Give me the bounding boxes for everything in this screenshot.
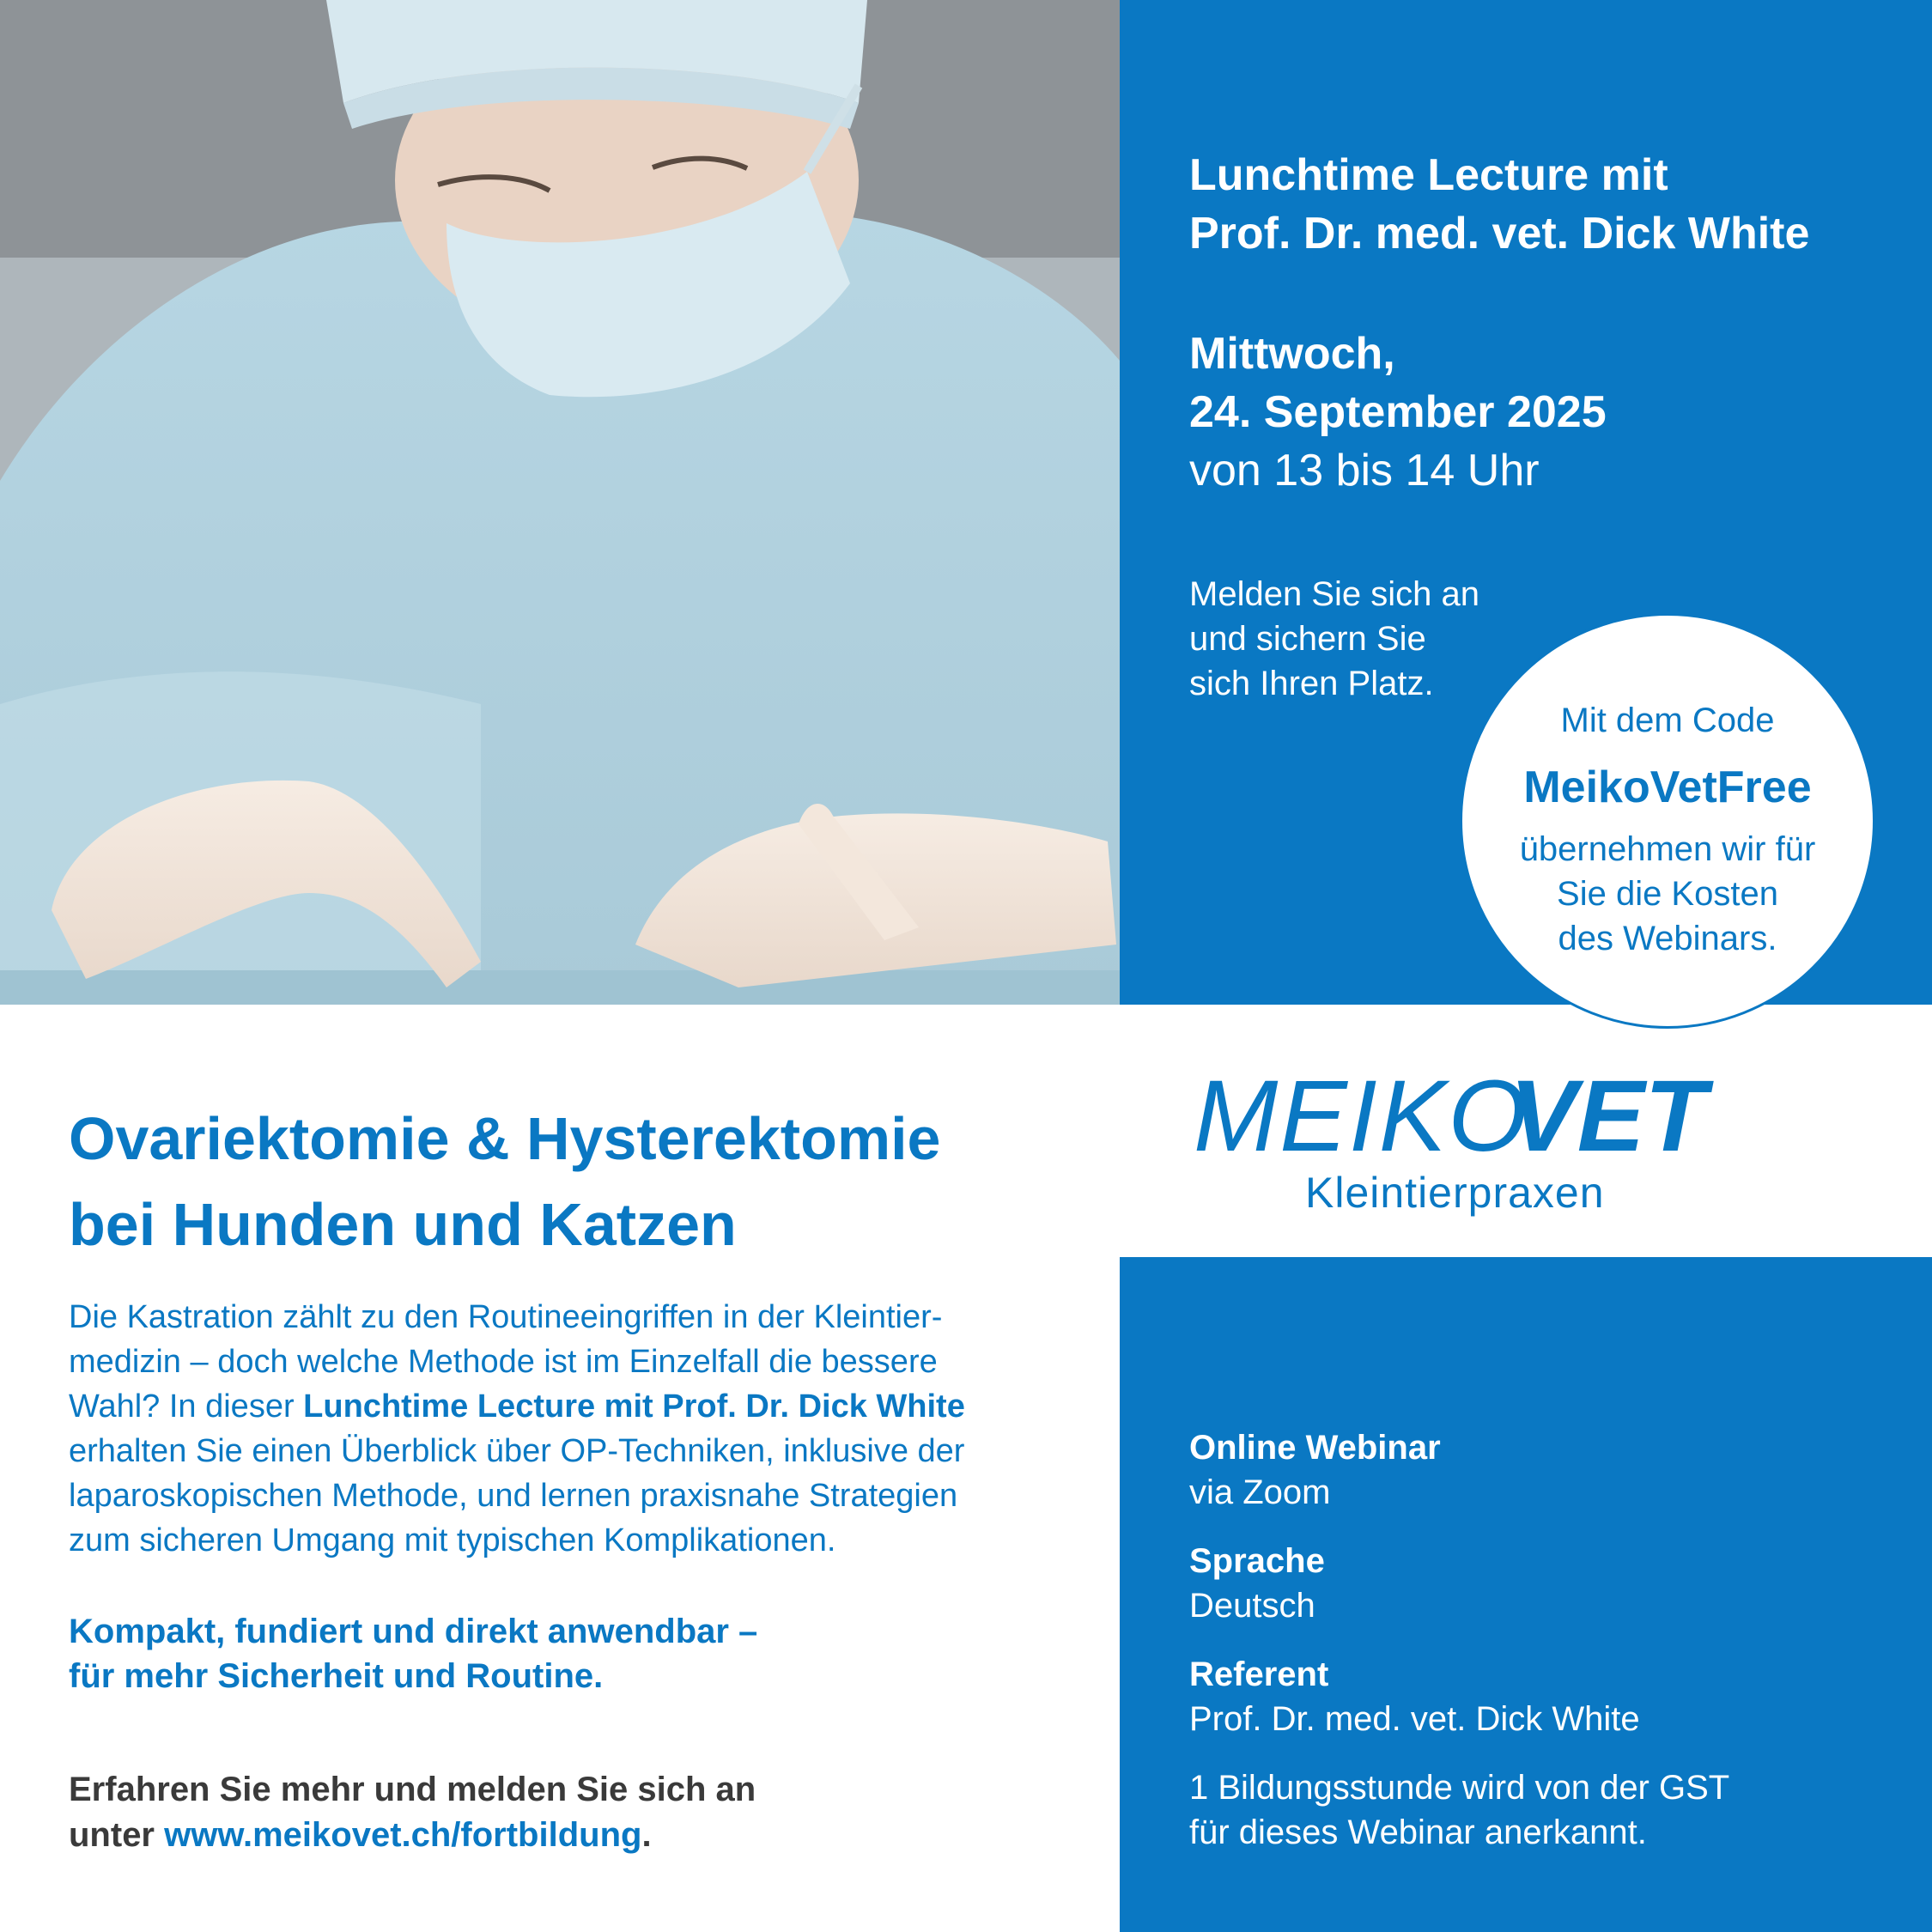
more-info: [69, 1767, 756, 1858]
language-label: Sprache: [1189, 1542, 1325, 1580]
body-line: [69, 1384, 1065, 1429]
headline: [69, 1096, 940, 1267]
event-weekday: Mittwoch,: [1189, 329, 1395, 379]
speaker-value: Prof. Dr. med. vet. Dick White: [1189, 1700, 1640, 1738]
format-label: Online Webinar: [1189, 1429, 1441, 1467]
more-info-line: Erfahren Sie mehr und melden Sie sich an: [69, 1771, 756, 1808]
credit-line: 1 Bildungsstunde wird von der GST: [1189, 1769, 1730, 1807]
detail-language: [1189, 1539, 1325, 1628]
register-text: [1189, 572, 1479, 706]
website-link[interactable]: www.meikovet.ch/fortbildung: [164, 1816, 642, 1854]
register-line: Melden Sie sich an: [1189, 575, 1479, 613]
tagline-line: Kompakt, fundiert und direkt anwendbar –: [69, 1613, 758, 1650]
event-date-value: 24. September 2025: [1189, 387, 1607, 437]
logo-subtitle: Kleintierpraxen: [1305, 1169, 1605, 1217]
promo-code-badge: [1460, 613, 1875, 1029]
event-time: von 13 bis 14 Uhr: [1189, 446, 1540, 495]
tagline: [69, 1609, 757, 1698]
tagline-line: für mehr Sicherheit und Routine.: [69, 1657, 604, 1695]
surgeon-photo: [0, 0, 1120, 1005]
meikovet-wordmark: [1185, 1065, 1760, 1176]
promo-outro: [1462, 827, 1873, 961]
register-line: sich Ihren Platz.: [1189, 665, 1434, 702]
promo-outro-line: Sie die Kosten: [1557, 875, 1778, 913]
more-info-prefix: unter: [69, 1816, 165, 1854]
promo-outro-line: des Webinars.: [1558, 920, 1777, 957]
detail-credits: [1189, 1765, 1729, 1855]
detail-format: [1189, 1425, 1441, 1515]
surgeon-illustration: [0, 0, 1120, 1005]
more-info-line: [69, 1813, 756, 1858]
detail-speaker: [1189, 1652, 1640, 1741]
logo-bold-text: VET: [1510, 1065, 1707, 1173]
body-line: medizin – doch welche Methode ist im Einzelfall die bessere: [69, 1344, 938, 1380]
body-text: [69, 1295, 1065, 1563]
body-line: erhalten Sie einen Überblick über OP-Techniken, inklusive der: [69, 1433, 965, 1469]
body-line: zum sicheren Umgang mit typischen Komplikationen.: [69, 1522, 836, 1558]
lecture-title: [1189, 146, 1809, 263]
body-line: laparoskopischen Methode, und lernen praxisnahe Strategien: [69, 1478, 958, 1514]
lecture-title-line2: Prof. Dr. med. vet. Dick White: [1189, 209, 1810, 258]
credit-line: für dieses Webinar anerkannt.: [1189, 1814, 1647, 1851]
speaker-label: Referent: [1189, 1656, 1329, 1693]
more-info-suffix: .: [641, 1816, 652, 1854]
promo-intro: Mit dem Code: [1560, 702, 1775, 739]
event-date: [1189, 325, 1607, 500]
promo-code: MeikoVetFree: [1523, 762, 1812, 812]
promo-outro-line: übernehmen wir für: [1519, 830, 1816, 868]
headline-line1: Ovariektomie & Hysterektomie: [69, 1105, 941, 1172]
logo-light-text: MEIKO: [1194, 1065, 1529, 1173]
body-line: Die Kastration zählt zu den Routineeingriffen in der Kleintier-: [69, 1299, 943, 1335]
format-value: via Zoom: [1189, 1473, 1331, 1511]
body-text-span: Wahl? In dieser: [69, 1388, 304, 1425]
headline-line2: bei Hunden und Katzen: [69, 1191, 737, 1258]
register-line: und sichern Sie: [1189, 620, 1426, 658]
lecture-title-line1: Lunchtime Lecture mit: [1189, 150, 1668, 200]
language-value: Deutsch: [1189, 1587, 1315, 1625]
body-emphasis: Lunchtime Lecture mit Prof. Dr. Dick White: [303, 1388, 965, 1425]
